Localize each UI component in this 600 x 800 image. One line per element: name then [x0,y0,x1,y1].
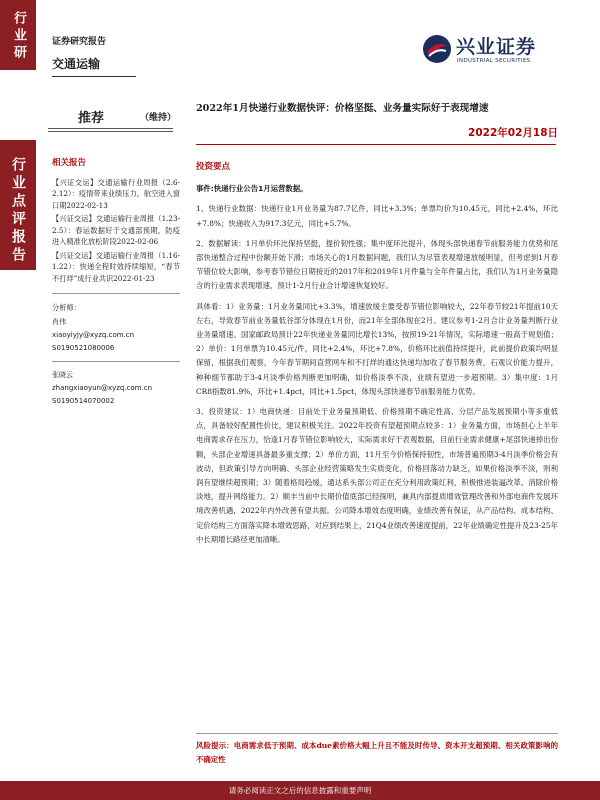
left-sidebar [52,158,180,408]
paragraph-data: 1、快递行业数据：快递行业1月业务量为87.7亿件，同比+3.3%；单票均价为10.45元，同比+2.4%，环比+7.8%；快递收入为917.3亿元，同比+5.7%。 [196,204,558,228]
footer-disclaimer: 请务必阅读正文之后的信息披露和重要声明 [0,781,600,800]
section-title: 投资要点 [196,162,231,172]
paragraph-details: 具体看：1）业务量：1月业务量同比+3.3%，增速放缓主要受春节错位影响较大，22年春节较21年提前10天左右，导致春节前业务量低谷部分体现在1月份，而21年全部体现在2月。建议参考1-2月合计业务量判断行业业务量增速。国家邮政局预计22年快递业务量同比增长13%，按照19-21年情况，实际增速一般高于规划值；2）单价：1月单票为10.45元/件，同比+2.4%，环比+7.8%，价格环比前值持续提升，此前提价政策均明显保留，根据我们观察，今年春节期间直营网车和不打烊的通达快递均加收了春节服务费，石观议价能力提升，种种细节都助于3-4月淡季价格判断更加明确，如价格淡季不淡，业绩有望进一步超预期。3）集中度：1月CR8指数81.9%，环比+1.4pct，同比+1.5pct，体现头部快递春节前服务能力优势。 [196,301,558,396]
title-divider [196,144,556,145]
related-report-link[interactable]: 【兴证交运】交通运输行业周报（1.16-1.22）：快递全程时效持续缩短，“春节不打烊”成行业共识2022-01-23 [52,250,180,283]
header-divider [52,76,136,77]
sidebar-divider [52,293,180,294]
main-content [196,160,558,553]
analyst-email[interactable]: zhangxiaoyun@xyzq.com.cn [52,383,153,392]
side-label-report-type: 行业点评报告 [0,140,36,270]
related-report-link[interactable]: 【兴证交运】交通运输行业周报（1.23-2.5）：春运数据好于交通部预期，防疫进入精准化放松阶段2022-02-06 [52,214,180,246]
related-reports-heading: 相关报告 [52,158,87,168]
risk-divider [196,733,558,734]
logo-text-en: INDUSTRIAL SECURITIES [457,58,531,64]
analyst-name: 肖伟 [52,317,66,326]
report-date: 2022年02月18日 [468,127,558,139]
logo-text-cn: 兴业证券 [456,36,537,58]
report-title: 2022年1月快递行业数据快评：价格坚挺、业务量实际好于表现增速 [196,103,489,114]
side-label-industry-research: 行业研 [0,0,36,70]
industry-name: 交通运输 [52,57,101,71]
analyst-id: S0190521080006 [52,343,115,352]
analyst-name: 张晓云 [52,370,73,379]
event-line: 事件:快递行业公告1月运营数据。 [196,184,308,194]
rating-divider-2 [48,131,173,132]
analyst-id: S0190514070002 [52,396,115,405]
report-type: 证券研究报告 [52,37,107,47]
paragraph-interpretation: 2、数据解读：1月单价环比保持坚挺，提价韧性强；集中度环比提升，体现头部快递春节前服务能力优势和尾部快递整合过程中份额开始下滑；市场关心的1月数据问题，我们认为尽管表观增速放缓明显，但考虑到1月春节错位较大影响，参考春节错位日期接近的2017年和2019年1月件量与全年件量占比，我们认为1月业务量隐含的行业需求表现增速，预计1-2月行业合计增速恢复较好。 [196,238,558,291]
risk-warning: 风险提示：电商需求低于预期、成本due素价格大幅上升且不能及时传导、资本开支超预期、相关政策影响的不确定性 [196,741,558,764]
related-report-link[interactable]: 【兴证交运】交通运输行业周报（2.6-2.12）：疫情带来业绩压力，航空进入窗口期2022-02-13 [52,177,180,210]
rating-label: 推荐 [78,111,105,126]
rating-sub: （维持） [140,113,177,123]
analyst-label: 分析师： [52,303,81,312]
sidebar-divider [52,361,180,362]
paragraph-investment-advice: 3、投资建议：1）电商快递：目前处于业务量预期低、价格预期不确定性高、分层产品发展预期小等多重低点，具备较好配置性价比，建议积极关注。2022年投资有望超预期点较多：1）业务量方面，市场担心上半年电商需求存在压力，恰逢1月春节错位影响较大，实际需求好于表观数据，目前行业需求健康+尾部快递掉出份额，头部企业增速具备最多重支撑；2）单价方面，11月至今价格保持韧性，市场普遍预期3-4月淡季价格会有波动，但政策引导方向明确、头部企业经营策略发生实质变化，价格回落动力缺乏，如果价格淡季不淡，则利润有望继续超预期；3）随着格局趋缓，通达系头部公司正在充分利用政策红利，积极推进装逼改革、消除价格淡地，提升网络能力。2）顺丰当前中长期价值底部已经探明，兼具内部提质增效管理改善和外部电商件发展环境改善机遇，2022年内外改善有望共振。公司降本增效态度明确，业绩改善有保证，从产品结构、成本结构、定价结构三方面落实降本增效思路，对应到结果上，21Q4业绩改善速度提前，22年业绩确定性提升及23-25年中长期增长路径更加清晰。 [196,407,558,544]
rating-divider [48,128,173,129]
logo-mark-icon [422,34,452,64]
company-logo [422,30,572,72]
analyst-email[interactable]: xiaoyiyjy@xyzq.com.cn [52,330,135,339]
